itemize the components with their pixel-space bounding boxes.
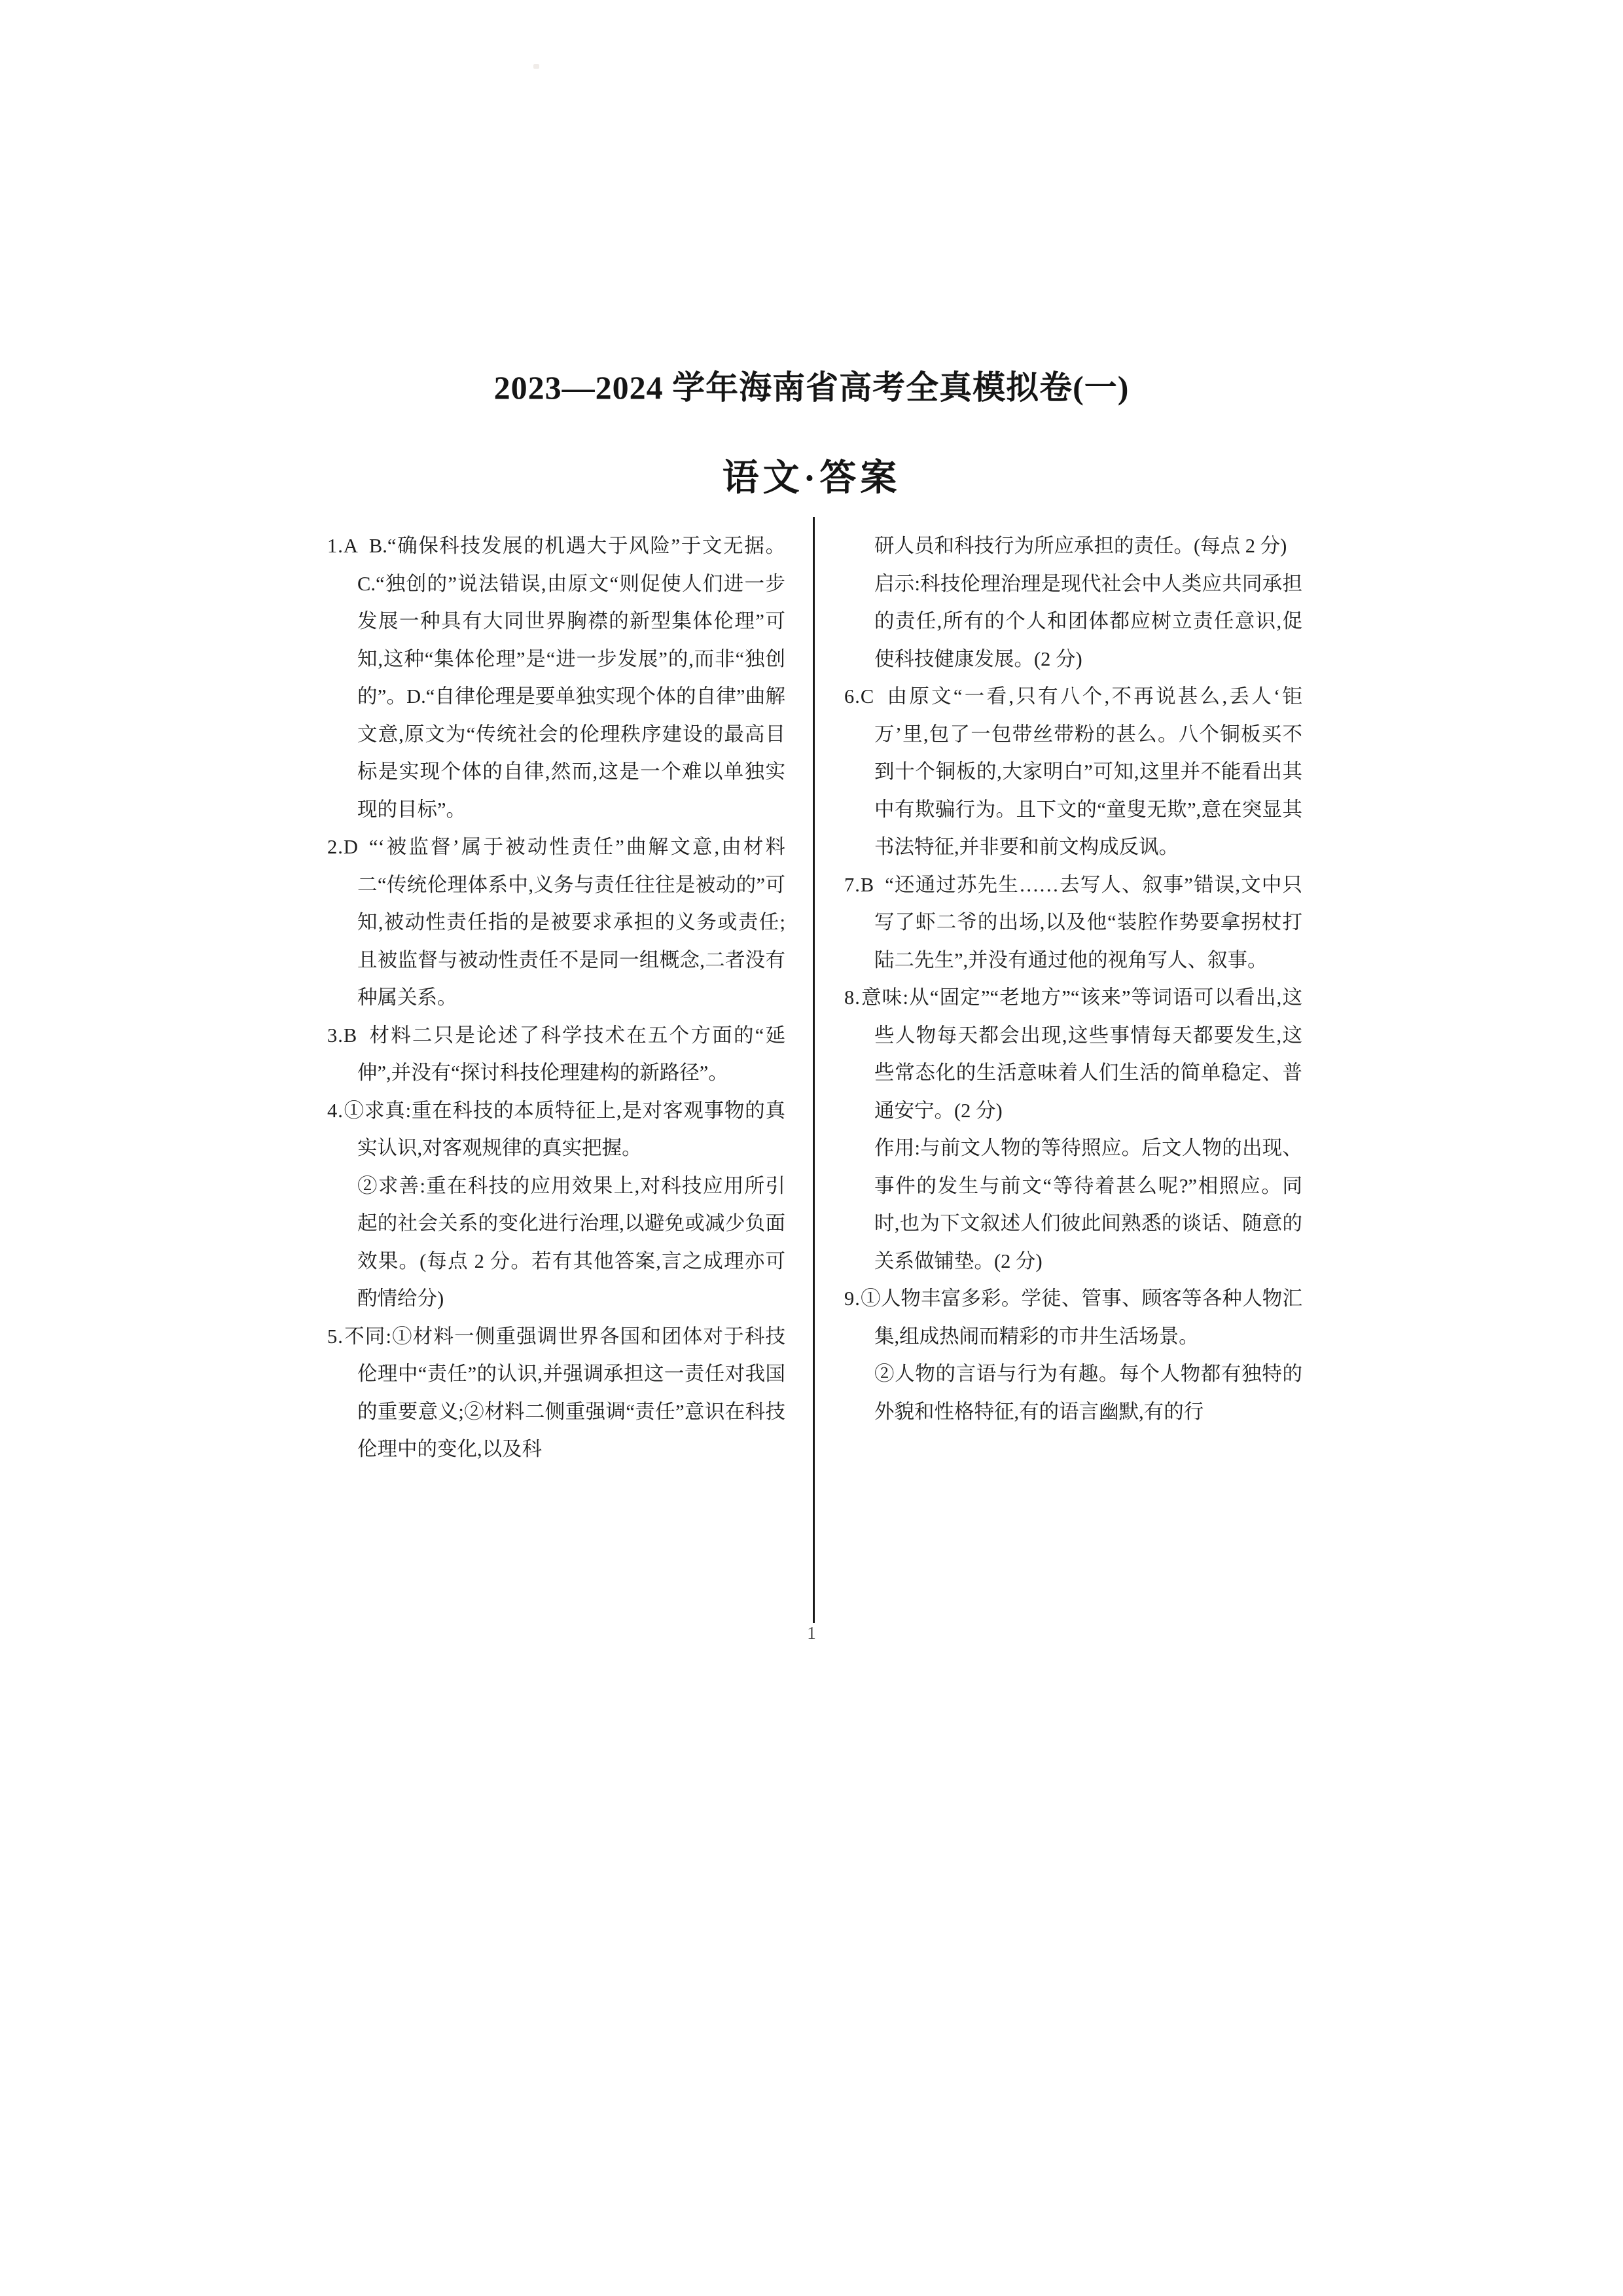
answer-entry xyxy=(327,1017,785,1092)
answer-entry xyxy=(844,1355,1302,1431)
answer-column-left xyxy=(327,528,785,1640)
answer-entry xyxy=(327,1318,785,1469)
answer-entry-number: 5. xyxy=(327,1325,344,1348)
answer-entry xyxy=(844,565,1302,679)
answer-entry-text: 研人员和科技行为所应承担的责任。(每点 2 分) xyxy=(874,535,1287,557)
page-folio: 1 xyxy=(807,1623,816,1643)
scan-artifact-speck xyxy=(533,64,539,69)
answer-entry-text: ①人物丰富多彩。学徒、管事、顾客等各种人物汇集,组成热闹而精彩的市井生活场景。 xyxy=(860,1287,1302,1348)
answer-entry-number: 2. xyxy=(327,836,344,858)
answer-entry xyxy=(327,1168,785,1318)
column-divider xyxy=(813,517,815,1623)
page-subtitle: 语文·答案 xyxy=(722,458,901,499)
answer-entry xyxy=(327,528,785,829)
answer-entry xyxy=(844,678,1302,867)
answer-entry-option: A xyxy=(343,535,359,557)
answer-entry xyxy=(844,1280,1302,1355)
answer-entry xyxy=(327,829,785,1017)
answer-entry-text: ②求善:重在科技的应用效果上,对科技应用所引起的社会关系的变化进行治理,以避免或减少负面效果。(每点 2 分。若有其他答案,言之成理亦可酌情给分) xyxy=(357,1174,785,1310)
answer-entry xyxy=(844,1130,1302,1280)
answer-entry-option: B xyxy=(343,1024,358,1047)
answer-entry-text: ②人物的言语与行为有趣。每个人物都有独特的外貌和性格特征,有的语言幽默,有的行 xyxy=(874,1363,1302,1423)
answer-entry-option: D xyxy=(343,836,359,858)
answer-entry-text: 意味:从“固定”“老地方”“该来”等词语可以看出,这些人物每天都会出现,这些事情每天都要发生,这些常态化的生活意味着人们生活的简单稳定、普通安宁。(2 分) xyxy=(860,986,1302,1122)
answer-entry xyxy=(844,528,1302,565)
answer-entry xyxy=(844,979,1302,1130)
answer-entry-text: 作用:与前文人物的等待照应。后文人物的出现、事件的发生与前文“等待着甚么呢?”相照应。同时,也为下文叙述人们彼此间熟悉的谈话、随意的关系做铺垫。(2 分) xyxy=(874,1137,1302,1272)
answer-key-body xyxy=(327,528,1302,1640)
answer-entry-text: B.“确保科技发展的机遇大于风险”于文无据。C.“独创的”说法错误,由原文“则促使人们进一步发展一种具有大同世界胸襟的新型集体伦理”可知,这种“集体伦理”是“进一步发展”的,而非“独创的”。D.“自律伦理是要单独实现个体的自律”曲解文意,原文为“传统社会的伦理秩序建设的最高目标是实现个体的自律,然而,这是一个难以单独实现的目标”。 xyxy=(357,535,785,821)
answer-entry-number: 1. xyxy=(327,535,344,557)
answer-entry-number: 3. xyxy=(327,1024,344,1047)
answer-entry-text: 由原文“一看,只有八个,不再说甚么,丢人‘钜万’里,包了一包带丝带粉的甚么。八个铜板买不到十个铜板的,大家明白”可知,这里并不能看出其中有欺骗行为。且下文的“童叟无欺”,意在突显其书法特征,并非要和前文构成反讽。 xyxy=(874,685,1302,858)
answer-entry-text: “还通过苏先生……去写人、叙事”错误,文中只写了虾二爷的出场,以及他“装腔作势要拿拐杖打陆二先生”,并没有通过他的视角写人、叙事。 xyxy=(874,873,1302,971)
answer-entry-text: 启示:科技伦理治理是现代社会中人类应共同承担的责任,所有的个人和团体都应树立责任意识,促使科技健康发展。(2 分) xyxy=(874,572,1302,670)
answer-entry-text: 材料二只是论述了科学技术在五个方面的“延伸”,并没有“探讨科技伦理建构的新路径”。 xyxy=(357,1024,785,1084)
answer-entry-number: 6. xyxy=(844,685,861,708)
answer-entry-number: 4. xyxy=(327,1099,344,1122)
answer-entry-number: 8. xyxy=(844,986,861,1009)
answer-entry-option: C xyxy=(860,685,875,708)
answer-entry-option: B xyxy=(860,873,875,896)
answer-entry-text: “‘被监督’属于被动性责任”曲解文意,由材料二“传统伦理体系中,义务与责任往往是被动的”可知,被动性责任指的是被要求承担的义务或责任;且被监督与被动性责任不是同一组概念,二者没有种属关系。 xyxy=(357,836,785,1009)
answer-entry xyxy=(844,867,1302,980)
answer-entry xyxy=(327,1092,785,1168)
answer-column-right xyxy=(844,528,1302,1640)
answer-entry-number: 9. xyxy=(844,1287,861,1310)
answer-entry-text: 不同:①材料一侧重强调世界各国和团体对于科技伦理中“责任”的认识,并强调承担这一责任对我国的重要意义;②材料二侧重强调“责任”意识在科技伦理中的变化,以及科 xyxy=(343,1325,785,1460)
answer-entry-text: ①求真:重在科技的本质特征上,是对客观事物的真实认识,对客观规律的真实把握。 xyxy=(343,1099,785,1159)
answer-entry-number: 7. xyxy=(844,873,861,896)
page-title: 2023—2024 学年海南省高考全真模拟卷(一) xyxy=(493,369,1130,406)
